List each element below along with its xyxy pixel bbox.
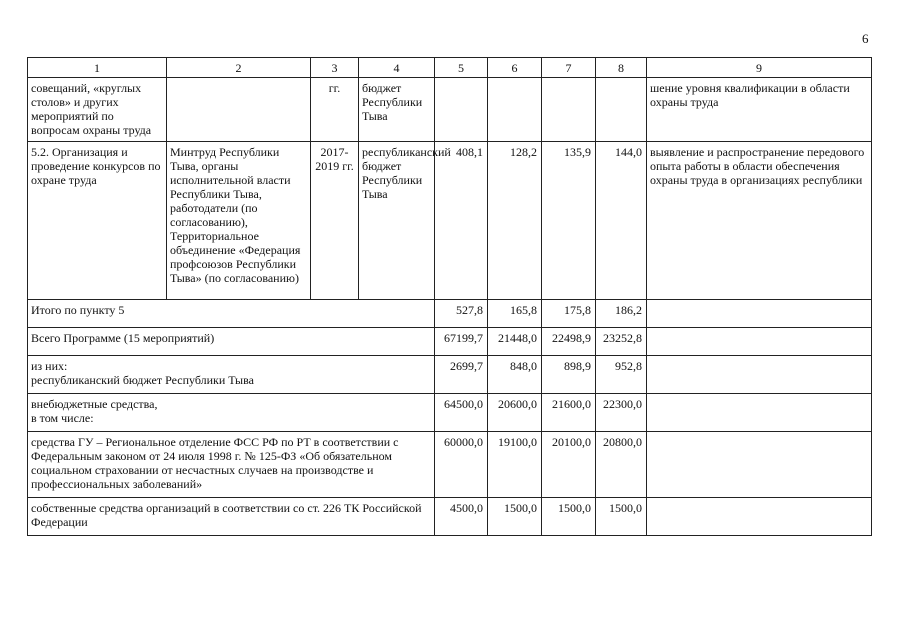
result-cell: выявление и распространение передового опыта работы в области обеспечения охраны труда в организациях республики <box>647 142 872 300</box>
summary-label: собственные средства организаций в соответствии со ст. 226 ТК Российской Федерации <box>28 498 435 536</box>
summary-label-line: в том числе: <box>31 411 94 425</box>
source-cell: бюджет Республики Тыва <box>359 78 435 142</box>
table-row-extrabudget <box>28 394 872 432</box>
table-row-total-5 <box>28 300 872 328</box>
value-cell: 1500,0 <box>542 498 596 536</box>
value-cell: 175,8 <box>542 300 596 328</box>
summary-label-line: из них: <box>31 359 68 373</box>
table-row-fss <box>28 432 872 498</box>
summary-label: Всего Программе (15 мероприятий) <box>28 328 435 356</box>
result-cell <box>647 328 872 356</box>
value-cell: 22498,9 <box>542 328 596 356</box>
value-cell <box>542 78 596 142</box>
summary-label-line: внебюджетные средства, <box>31 397 158 411</box>
value-cell: 128,2 <box>488 142 542 300</box>
column-header: 4 <box>359 58 435 78</box>
column-header-row <box>28 58 872 78</box>
value-cell: 898,9 <box>542 356 596 394</box>
result-cell <box>647 394 872 432</box>
value-cell: 952,8 <box>596 356 647 394</box>
value-cell: 21448,0 <box>488 328 542 356</box>
page-number: 6 <box>862 31 869 46</box>
period-cell: гг. <box>311 78 359 142</box>
value-cell: 21600,0 <box>542 394 596 432</box>
value-cell <box>596 78 647 142</box>
result-cell <box>647 498 872 536</box>
column-header: 6 <box>488 58 542 78</box>
summary-label: средства ГУ – Региональное отделение ФСС РФ по РТ в соответствии с Федеральным законом от 24 июля 1998 г. № 125-ФЗ «Об обязательном социальном страховании от несчастных случаев на производстве и профессиональных заболеваний» <box>28 432 435 498</box>
table-row-continued <box>28 78 872 142</box>
table-row-total-program <box>28 328 872 356</box>
value-cell: 848,0 <box>488 356 542 394</box>
value-cell: 165,8 <box>488 300 542 328</box>
result-cell: шение уровня квалификации в области охраны труда <box>647 78 872 142</box>
column-header: 1 <box>28 58 167 78</box>
executor-cell <box>167 78 311 142</box>
value-cell: 144,0 <box>596 142 647 300</box>
value-cell <box>435 78 488 142</box>
result-cell <box>647 432 872 498</box>
value-cell: 2699,7 <box>435 356 488 394</box>
value-cell: 22300,0 <box>596 394 647 432</box>
column-header: 2 <box>167 58 311 78</box>
value-cell <box>488 78 542 142</box>
value-cell: 23252,8 <box>596 328 647 356</box>
column-header: 3 <box>311 58 359 78</box>
value-cell: 64500,0 <box>435 394 488 432</box>
summary-label: Итого по пункту 5 <box>28 300 435 328</box>
column-header: 8 <box>596 58 647 78</box>
summary-label-line: республиканский бюджет Республики Тыва <box>31 373 254 387</box>
program-table <box>27 57 872 536</box>
executor-cell: Минтруд Республики Тыва, органы исполнительной власти Республики Тыва, работодатели (по согласованию), Территориальное объединение «Федерация профсоюзов Республики Тыва» (по согласованию) <box>167 142 311 300</box>
table-row-own-funds <box>28 498 872 536</box>
column-header: 5 <box>435 58 488 78</box>
value-cell: 4500,0 <box>435 498 488 536</box>
value-cell: 186,2 <box>596 300 647 328</box>
value-cell: 408,1 <box>435 142 488 300</box>
activity-cell: совещаний, «круглых столов» и других мероприятий по вопросам охраны труда <box>28 78 167 142</box>
table-row-5-2 <box>28 142 872 300</box>
value-cell: 19100,0 <box>488 432 542 498</box>
summary-label <box>28 394 435 432</box>
table-row-republican-budget <box>28 356 872 394</box>
activity-cell: 5.2. Организация и проведение конкурсов по охране труда <box>28 142 167 300</box>
value-cell: 67199,7 <box>435 328 488 356</box>
value-cell: 20100,0 <box>542 432 596 498</box>
source-cell: республиканский бюджет Республики Тыва <box>359 142 435 300</box>
summary-label <box>28 356 435 394</box>
value-cell: 1500,0 <box>596 498 647 536</box>
value-cell: 20800,0 <box>596 432 647 498</box>
column-header: 7 <box>542 58 596 78</box>
result-cell <box>647 356 872 394</box>
value-cell: 1500,0 <box>488 498 542 536</box>
value-cell: 527,8 <box>435 300 488 328</box>
column-header: 9 <box>647 58 872 78</box>
period-cell: 2017-2019 гг. <box>311 142 359 300</box>
result-cell <box>647 300 872 328</box>
value-cell: 20600,0 <box>488 394 542 432</box>
value-cell: 135,9 <box>542 142 596 300</box>
value-cell: 60000,0 <box>435 432 488 498</box>
